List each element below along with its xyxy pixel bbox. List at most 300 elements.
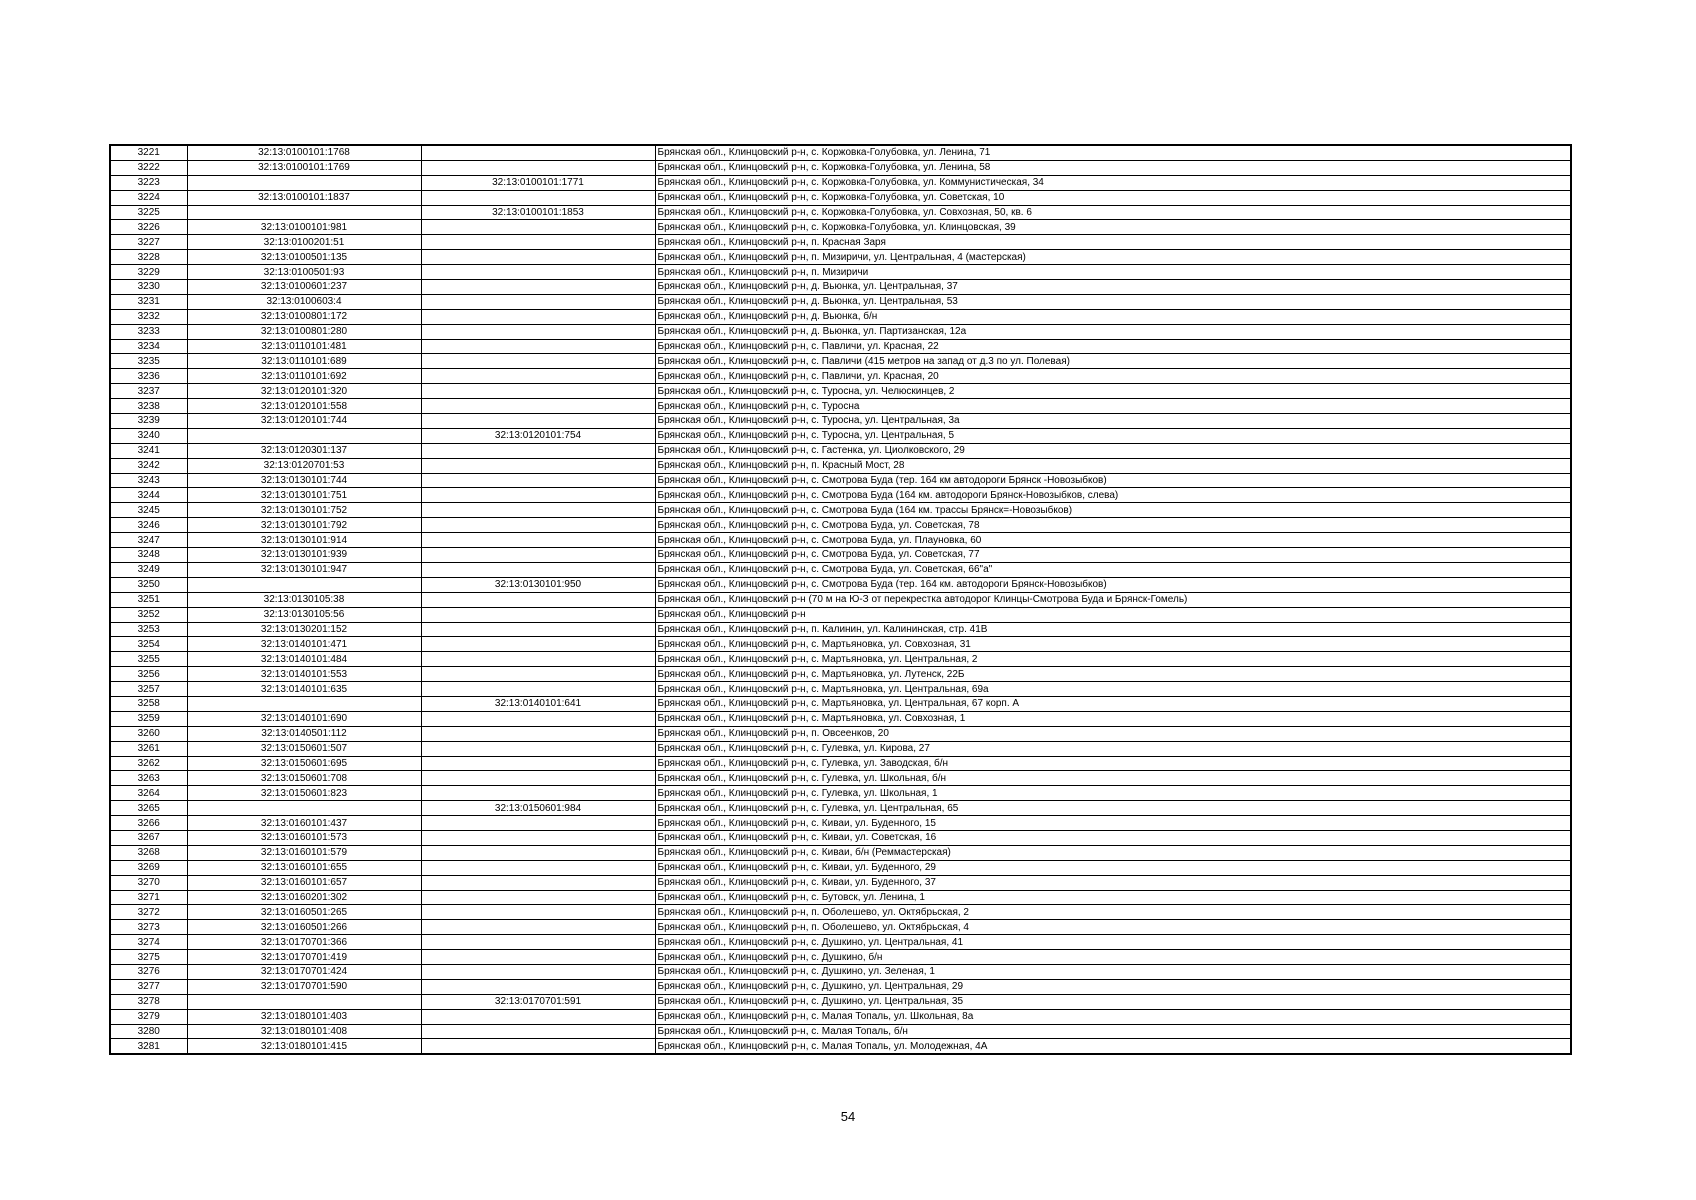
address-cell: Брянская обл., Клинцовский р-н, с. Мартьяновка, ул. Центральная, 67 корп. А bbox=[655, 696, 1571, 711]
row-number-cell: 3233 bbox=[110, 324, 187, 339]
cadastral-number-cell: 32:13:0150601:708 bbox=[187, 771, 421, 786]
address-cell: Брянская обл., Клинцовский р-н, д. Вьюнка, ул. Центральная, 37 bbox=[655, 280, 1571, 295]
address-cell: Брянская обл., Клинцовский р-н, п. Мизиричи, ул. Центральная, 4 (мастерская) bbox=[655, 250, 1571, 265]
address-cell: Брянская обл., Клинцовский р-н, с. Мартьяновка, ул. Лутенск, 22Б bbox=[655, 667, 1571, 682]
row-number-cell: 3228 bbox=[110, 250, 187, 265]
row-number-cell: 3231 bbox=[110, 294, 187, 309]
address-cell: Брянская обл., Клинцовский р-н, с. Киваи, ул. Буденного, 15 bbox=[655, 816, 1571, 831]
row-number-cell: 3253 bbox=[110, 622, 187, 637]
address-cell: Брянская обл., Клинцовский р-н, с. Павличи (415 метров на запад от д.3 по ул. Полевая) bbox=[655, 354, 1571, 369]
row-number-cell: 3222 bbox=[110, 160, 187, 175]
row-number-cell: 3245 bbox=[110, 503, 187, 518]
registry-table-container bbox=[109, 144, 1570, 1055]
row-number-cell: 3227 bbox=[110, 235, 187, 250]
cadastral-number-cell: 32:13:0160101:437 bbox=[187, 816, 421, 831]
cadastral-number-cell: 32:13:0100501:135 bbox=[187, 250, 421, 265]
table-row bbox=[110, 533, 1571, 548]
address-cell: Брянская обл., Клинцовский р-н, п. Красный Мост, 28 bbox=[655, 458, 1571, 473]
table-row bbox=[110, 637, 1571, 652]
cadastral-number-alt-cell bbox=[421, 979, 655, 994]
table-row bbox=[110, 652, 1571, 667]
cadastral-number-alt-cell bbox=[421, 890, 655, 905]
cadastral-number-alt-cell bbox=[421, 622, 655, 637]
table-row bbox=[110, 845, 1571, 860]
cadastral-number-alt-cell bbox=[421, 741, 655, 756]
table-row bbox=[110, 518, 1571, 533]
cadastral-number-alt-cell bbox=[421, 250, 655, 265]
cadastral-number-alt-cell bbox=[421, 548, 655, 563]
address-cell: Брянская обл., Клинцовский р-н, с. Мартьяновка, ул. Совхозная, 1 bbox=[655, 711, 1571, 726]
cadastral-number-cell: 32:13:0130101:914 bbox=[187, 533, 421, 548]
cadastral-number-alt-cell bbox=[421, 637, 655, 652]
cadastral-number-cell: 32:13:0160201:302 bbox=[187, 890, 421, 905]
cadastral-number-alt-cell bbox=[421, 562, 655, 577]
table-row bbox=[110, 384, 1571, 399]
cadastral-number-alt-cell bbox=[421, 235, 655, 250]
cadastral-number-alt-cell bbox=[421, 1039, 655, 1054]
cadastral-number-cell: 32:13:0150601:695 bbox=[187, 756, 421, 771]
row-number-cell: 3263 bbox=[110, 771, 187, 786]
cadastral-number-alt-cell: 32:13:0170701:591 bbox=[421, 994, 655, 1009]
address-cell: Брянская обл., Клинцовский р-н, п. Оболешево, ул. Октябрьская, 4 bbox=[655, 920, 1571, 935]
table-row bbox=[110, 1009, 1571, 1024]
table-row bbox=[110, 369, 1571, 384]
cadastral-number-alt-cell bbox=[421, 935, 655, 950]
address-cell: Брянская обл., Клинцовский р-н, с. Мартьяновка, ул. Центральная, 2 bbox=[655, 652, 1571, 667]
cadastral-number-cell: 32:13:0140101:553 bbox=[187, 667, 421, 682]
row-number-cell: 3221 bbox=[110, 145, 187, 160]
cadastral-number-cell: 32:13:0120101:744 bbox=[187, 414, 421, 429]
address-cell: Брянская обл., Клинцовский р-н, п. Мизиричи bbox=[655, 265, 1571, 280]
table-row bbox=[110, 860, 1571, 875]
row-number-cell: 3270 bbox=[110, 875, 187, 890]
table-row bbox=[110, 1039, 1571, 1054]
address-cell: Брянская обл., Клинцовский р-н, с. Коржовка-Голубовка, ул. Ленина, 58 bbox=[655, 160, 1571, 175]
row-number-cell: 3242 bbox=[110, 458, 187, 473]
cadastral-number-cell: 32:13:0140501:112 bbox=[187, 726, 421, 741]
row-number-cell: 3257 bbox=[110, 682, 187, 697]
row-number-cell: 3251 bbox=[110, 592, 187, 607]
row-number-cell: 3234 bbox=[110, 339, 187, 354]
cadastral-number-alt-cell bbox=[421, 414, 655, 429]
cadastral-number-alt-cell bbox=[421, 309, 655, 324]
address-cell: Брянская обл., Клинцовский р-н, с. Смотрова Буда, ул. Плауновка, 60 bbox=[655, 533, 1571, 548]
table-row bbox=[110, 458, 1571, 473]
cadastral-number-alt-cell bbox=[421, 518, 655, 533]
address-cell: Брянская обл., Клинцовский р-н, с. Смотрова Буда, ул. Советская, 66"а" bbox=[655, 562, 1571, 577]
address-cell: Брянская обл., Клинцовский р-н (70 м на Ю-З от перекрестка автодорог Клинцы-Смотрова Буда и Брянск-Гомель) bbox=[655, 592, 1571, 607]
address-cell: Брянская обл., Клинцовский р-н, с. Душкино, ул. Центральная, 29 bbox=[655, 979, 1571, 994]
cadastral-number-alt-cell bbox=[421, 964, 655, 979]
address-cell: Брянская обл., Клинцовский р-н, с. Смотрова Буда, ул. Советская, 77 bbox=[655, 548, 1571, 563]
cadastral-number-alt-cell bbox=[421, 592, 655, 607]
address-cell: Брянская обл., Клинцовский р-н, с. Туросна, ул. Центральная, 5 bbox=[655, 428, 1571, 443]
row-number-cell: 3271 bbox=[110, 890, 187, 905]
table-row bbox=[110, 503, 1571, 518]
address-cell: Брянская обл., Клинцовский р-н, с. Гулевка, ул. Заводская, б/н bbox=[655, 756, 1571, 771]
address-cell: Брянская обл., Клинцовский р-н, с. Душкино, б/н bbox=[655, 950, 1571, 965]
cadastral-number-cell: 32:13:0160101:655 bbox=[187, 860, 421, 875]
cadastral-number-cell: 32:13:0120301:137 bbox=[187, 443, 421, 458]
row-number-cell: 3278 bbox=[110, 994, 187, 1009]
cadastral-number-cell bbox=[187, 175, 421, 190]
row-number-cell: 3265 bbox=[110, 801, 187, 816]
row-number-cell: 3244 bbox=[110, 488, 187, 503]
cadastral-number-cell: 32:13:0170701:419 bbox=[187, 950, 421, 965]
table-row bbox=[110, 339, 1571, 354]
cadastral-number-cell: 32:13:0140101:484 bbox=[187, 652, 421, 667]
table-row bbox=[110, 190, 1571, 205]
cadastral-number-cell: 32:13:0170701:366 bbox=[187, 935, 421, 950]
table-row bbox=[110, 354, 1571, 369]
row-number-cell: 3259 bbox=[110, 711, 187, 726]
address-cell: Брянская обл., Клинцовский р-н, с. Бутовск, ул. Ленина, 1 bbox=[655, 890, 1571, 905]
row-number-cell: 3238 bbox=[110, 399, 187, 414]
table-row bbox=[110, 890, 1571, 905]
address-cell: Брянская обл., Клинцовский р-н, с. Коржовка-Голубовка, ул. Коммунистическая, 34 bbox=[655, 175, 1571, 190]
table-row bbox=[110, 160, 1571, 175]
table-row bbox=[110, 667, 1571, 682]
cadastral-number-cell: 32:13:0160101:573 bbox=[187, 830, 421, 845]
table-row bbox=[110, 801, 1571, 816]
cadastral-number-cell bbox=[187, 801, 421, 816]
table-row bbox=[110, 726, 1571, 741]
cadastral-number-cell: 32:13:0100101:1769 bbox=[187, 160, 421, 175]
table-row bbox=[110, 696, 1571, 711]
cadastral-number-alt-cell bbox=[421, 294, 655, 309]
row-number-cell: 3280 bbox=[110, 1024, 187, 1039]
table-row bbox=[110, 399, 1571, 414]
row-number-cell: 3236 bbox=[110, 369, 187, 384]
cadastral-number-cell: 32:13:0120101:558 bbox=[187, 399, 421, 414]
table-row bbox=[110, 250, 1571, 265]
table-row bbox=[110, 473, 1571, 488]
address-cell: Брянская обл., Клинцовский р-н, с. Смотрова Буда (164 км. автодороги Брянск-Новозыбков, слева) bbox=[655, 488, 1571, 503]
cadastral-number-cell: 32:13:0100603:4 bbox=[187, 294, 421, 309]
address-cell: Брянская обл., Клинцовский р-н bbox=[655, 607, 1571, 622]
cadastral-number-alt-cell bbox=[421, 682, 655, 697]
table-row bbox=[110, 905, 1571, 920]
cadastral-number-cell: 32:13:0170701:590 bbox=[187, 979, 421, 994]
cadastral-number-cell: 32:13:0170701:424 bbox=[187, 964, 421, 979]
cadastral-number-cell: 32:13:0140101:635 bbox=[187, 682, 421, 697]
cadastral-number-alt-cell bbox=[421, 354, 655, 369]
cadastral-number-cell bbox=[187, 696, 421, 711]
address-cell: Брянская обл., Клинцовский р-н, с. Коржовка-Голубовка, ул. Клинцовская, 39 bbox=[655, 220, 1571, 235]
address-cell: Брянская обл., Клинцовский р-н, с. Туросна bbox=[655, 399, 1571, 414]
cadastral-number-cell: 32:13:0130101:752 bbox=[187, 503, 421, 518]
address-cell: Брянская обл., Клинцовский р-н, с. Гулевка, ул. Школьная, 1 bbox=[655, 786, 1571, 801]
cadastral-number-cell: 32:13:0130101:751 bbox=[187, 488, 421, 503]
cadastral-number-cell: 32:13:0100201:51 bbox=[187, 235, 421, 250]
row-number-cell: 3235 bbox=[110, 354, 187, 369]
table-row bbox=[110, 175, 1571, 190]
table-row bbox=[110, 280, 1571, 295]
table-row bbox=[110, 220, 1571, 235]
table-row bbox=[110, 979, 1571, 994]
address-cell: Брянская обл., Клинцовский р-н, с. Душкино, ул. Зеленая, 1 bbox=[655, 964, 1571, 979]
cadastral-number-alt-cell bbox=[421, 324, 655, 339]
row-number-cell: 3225 bbox=[110, 205, 187, 220]
address-cell: Брянская обл., Клинцовский р-н, с. Туросна, ул. Челюскинцев, 2 bbox=[655, 384, 1571, 399]
registry-table-body bbox=[110, 145, 1571, 1054]
cadastral-number-alt-cell: 32:13:0140101:641 bbox=[421, 696, 655, 711]
table-row bbox=[110, 443, 1571, 458]
cadastral-number-cell: 32:13:0150601:823 bbox=[187, 786, 421, 801]
row-number-cell: 3240 bbox=[110, 428, 187, 443]
cadastral-number-cell: 32:13:0100601:237 bbox=[187, 280, 421, 295]
row-number-cell: 3232 bbox=[110, 309, 187, 324]
row-number-cell: 3223 bbox=[110, 175, 187, 190]
cadastral-number-alt-cell bbox=[421, 369, 655, 384]
row-number-cell: 3268 bbox=[110, 845, 187, 860]
table-row bbox=[110, 428, 1571, 443]
row-number-cell: 3252 bbox=[110, 607, 187, 622]
address-cell: Брянская обл., Клинцовский р-н, с. Мартьяновка, ул. Совхозная, 31 bbox=[655, 637, 1571, 652]
address-cell: Брянская обл., Клинцовский р-н, п. Оболешево, ул. Октябрьская, 2 bbox=[655, 905, 1571, 920]
cadastral-number-cell: 32:13:0120701:53 bbox=[187, 458, 421, 473]
table-row bbox=[110, 741, 1571, 756]
table-row bbox=[110, 309, 1571, 324]
cadastral-number-alt-cell bbox=[421, 399, 655, 414]
cadastral-number-alt-cell bbox=[421, 503, 655, 518]
cadastral-number-alt-cell bbox=[421, 711, 655, 726]
cadastral-number-cell: 32:13:0180101:403 bbox=[187, 1009, 421, 1024]
row-number-cell: 3273 bbox=[110, 920, 187, 935]
cadastral-number-cell bbox=[187, 994, 421, 1009]
cadastral-number-alt-cell bbox=[421, 384, 655, 399]
address-cell: Брянская обл., Клинцовский р-н, с. Смотрова Буда (тер. 164 км. автодороги Брянск-Новозыбков) bbox=[655, 577, 1571, 592]
address-cell: Брянская обл., Клинцовский р-н, п. Красная Заря bbox=[655, 235, 1571, 250]
cadastral-number-alt-cell: 32:13:0100101:1771 bbox=[421, 175, 655, 190]
cadastral-number-cell: 32:13:0160101:579 bbox=[187, 845, 421, 860]
address-cell: Брянская обл., Клинцовский р-н, с. Душкино, ул. Центральная, 35 bbox=[655, 994, 1571, 1009]
row-number-cell: 3239 bbox=[110, 414, 187, 429]
cadastral-number-alt-cell bbox=[421, 1024, 655, 1039]
row-number-cell: 3277 bbox=[110, 979, 187, 994]
cadastral-number-cell: 32:13:0130101:939 bbox=[187, 548, 421, 563]
cadastral-number-cell: 32:13:0130105:56 bbox=[187, 607, 421, 622]
cadastral-number-cell: 32:13:0100801:280 bbox=[187, 324, 421, 339]
cadastral-number-alt-cell bbox=[421, 280, 655, 295]
table-row bbox=[110, 414, 1571, 429]
row-number-cell: 3229 bbox=[110, 265, 187, 280]
cadastral-number-cell: 32:13:0130101:947 bbox=[187, 562, 421, 577]
address-cell: Брянская обл., Клинцовский р-н, с. Киваи, б/н (Реммастерская) bbox=[655, 845, 1571, 860]
cadastral-number-cell: 32:13:0110101:689 bbox=[187, 354, 421, 369]
row-number-cell: 3249 bbox=[110, 562, 187, 577]
address-cell: Брянская обл., Клинцовский р-н, с. Малая Топаль, ул. Школьная, 8а bbox=[655, 1009, 1571, 1024]
cadastral-number-alt-cell bbox=[421, 667, 655, 682]
table-row bbox=[110, 562, 1571, 577]
table-row bbox=[110, 324, 1571, 339]
cadastral-number-cell: 32:13:0180101:415 bbox=[187, 1039, 421, 1054]
cadastral-number-cell: 32:13:0130101:792 bbox=[187, 518, 421, 533]
table-row bbox=[110, 786, 1571, 801]
row-number-cell: 3261 bbox=[110, 741, 187, 756]
cadastral-number-alt-cell bbox=[421, 920, 655, 935]
address-cell: Брянская обл., Клинцовский р-н, с. Смотрова Буда, ул. Советская, 78 bbox=[655, 518, 1571, 533]
row-number-cell: 3224 bbox=[110, 190, 187, 205]
cadastral-number-cell: 32:13:0100101:981 bbox=[187, 220, 421, 235]
address-cell: Брянская обл., Клинцовский р-н, с. Малая Топаль, ул. Молодежная, 4А bbox=[655, 1039, 1571, 1054]
cadastral-number-alt-cell bbox=[421, 220, 655, 235]
cadastral-number-alt-cell bbox=[421, 473, 655, 488]
address-cell: Брянская обл., Клинцовский р-н, п. Калинин, ул. Калининская, стр. 41В bbox=[655, 622, 1571, 637]
cadastral-number-alt-cell: 32:13:0150601:984 bbox=[421, 801, 655, 816]
cadastral-number-alt-cell bbox=[421, 607, 655, 622]
cadastral-number-alt-cell: 32:13:0130101:950 bbox=[421, 577, 655, 592]
address-cell: Брянская обл., Клинцовский р-н, д. Вьюнка, ул. Партизанская, 12а bbox=[655, 324, 1571, 339]
row-number-cell: 3248 bbox=[110, 548, 187, 563]
table-row bbox=[110, 756, 1571, 771]
cadastral-number-cell: 32:13:0140101:690 bbox=[187, 711, 421, 726]
address-cell: Брянская обл., Клинцовский р-н, с. Киваи, ул. Буденного, 29 bbox=[655, 860, 1571, 875]
row-number-cell: 3226 bbox=[110, 220, 187, 235]
cadastral-number-alt-cell bbox=[421, 190, 655, 205]
cadastral-number-cell: 32:13:0160101:657 bbox=[187, 875, 421, 890]
cadastral-number-cell bbox=[187, 205, 421, 220]
cadastral-number-alt-cell bbox=[421, 160, 655, 175]
table-row bbox=[110, 488, 1571, 503]
row-number-cell: 3275 bbox=[110, 950, 187, 965]
cadastral-number-alt-cell: 32:13:0100101:1853 bbox=[421, 205, 655, 220]
address-cell: Брянская обл., Клинцовский р-н, д. Вьюнка, ул. Центральная, 53 bbox=[655, 294, 1571, 309]
address-cell: Брянская обл., Клинцовский р-н, с. Коржовка-Голубовка, ул. Совхозная, 50, кв. 6 bbox=[655, 205, 1571, 220]
row-number-cell: 3266 bbox=[110, 816, 187, 831]
cadastral-number-alt-cell bbox=[421, 726, 655, 741]
cadastral-number-alt-cell bbox=[421, 533, 655, 548]
table-row bbox=[110, 1024, 1571, 1039]
table-row bbox=[110, 771, 1571, 786]
cadastral-number-alt-cell bbox=[421, 458, 655, 473]
row-number-cell: 3267 bbox=[110, 830, 187, 845]
cadastral-number-alt-cell bbox=[421, 875, 655, 890]
cadastral-number-alt-cell bbox=[421, 816, 655, 831]
address-cell: Брянская обл., Клинцовский р-н, д. Вьюнка, б/н bbox=[655, 309, 1571, 324]
address-cell: Брянская обл., Клинцовский р-н, с. Смотрова Буда (тер. 164 км автодороги Брянск -Новозыбков) bbox=[655, 473, 1571, 488]
cadastral-number-cell: 32:13:0130105:38 bbox=[187, 592, 421, 607]
address-cell: Брянская обл., Клинцовский р-н, с. Гулевка, ул. Кирова, 27 bbox=[655, 741, 1571, 756]
table-row bbox=[110, 145, 1571, 160]
row-number-cell: 3247 bbox=[110, 533, 187, 548]
row-number-cell: 3230 bbox=[110, 280, 187, 295]
row-number-cell: 3279 bbox=[110, 1009, 187, 1024]
cadastral-number-alt-cell bbox=[421, 830, 655, 845]
address-cell: Брянская обл., Клинцовский р-н, п. Овсеенков, 20 bbox=[655, 726, 1571, 741]
row-number-cell: 3255 bbox=[110, 652, 187, 667]
row-number-cell: 3262 bbox=[110, 756, 187, 771]
row-number-cell: 3254 bbox=[110, 637, 187, 652]
cadastral-number-cell bbox=[187, 577, 421, 592]
address-cell: Брянская обл., Клинцовский р-н, с. Душкино, ул. Центральная, 41 bbox=[655, 935, 1571, 950]
address-cell: Брянская обл., Клинцовский р-н, с. Киваи, ул. Советская, 16 bbox=[655, 830, 1571, 845]
address-cell: Брянская обл., Клинцовский р-н, с. Гулевка, ул. Центральная, 65 bbox=[655, 801, 1571, 816]
table-row bbox=[110, 682, 1571, 697]
cadastral-number-cell: 32:13:0100501:93 bbox=[187, 265, 421, 280]
cadastral-number-alt-cell bbox=[421, 950, 655, 965]
table-row bbox=[110, 950, 1571, 965]
cadastral-number-cell: 32:13:0160501:266 bbox=[187, 920, 421, 935]
cadastral-number-alt-cell bbox=[421, 1009, 655, 1024]
row-number-cell: 3269 bbox=[110, 860, 187, 875]
cadastral-number-cell: 32:13:0140101:471 bbox=[187, 637, 421, 652]
table-row bbox=[110, 577, 1571, 592]
row-number-cell: 3276 bbox=[110, 964, 187, 979]
table-row bbox=[110, 816, 1571, 831]
cadastral-number-alt-cell: 32:13:0120101:754 bbox=[421, 428, 655, 443]
row-number-cell: 3243 bbox=[110, 473, 187, 488]
cadastral-number-alt-cell bbox=[421, 265, 655, 280]
table-row bbox=[110, 830, 1571, 845]
address-cell: Брянская обл., Клинцовский р-н, с. Киваи, ул. Буденного, 37 bbox=[655, 875, 1571, 890]
table-row bbox=[110, 265, 1571, 280]
table-row bbox=[110, 548, 1571, 563]
cadastral-number-alt-cell bbox=[421, 845, 655, 860]
row-number-cell: 3258 bbox=[110, 696, 187, 711]
table-row bbox=[110, 875, 1571, 890]
row-number-cell: 3272 bbox=[110, 905, 187, 920]
table-row bbox=[110, 205, 1571, 220]
table-row bbox=[110, 607, 1571, 622]
table-row bbox=[110, 622, 1571, 637]
row-number-cell: 3241 bbox=[110, 443, 187, 458]
cadastral-number-alt-cell bbox=[421, 905, 655, 920]
cadastral-number-alt-cell bbox=[421, 488, 655, 503]
registry-table bbox=[109, 144, 1572, 1055]
row-number-cell: 3237 bbox=[110, 384, 187, 399]
cadastral-number-alt-cell bbox=[421, 652, 655, 667]
cadastral-number-cell: 32:13:0100101:1837 bbox=[187, 190, 421, 205]
row-number-cell: 3246 bbox=[110, 518, 187, 533]
address-cell: Брянская обл., Клинцовский р-н, с. Гастенка, ул. Циолковского, 29 bbox=[655, 443, 1571, 458]
cadastral-number-alt-cell bbox=[421, 771, 655, 786]
cadastral-number-alt-cell bbox=[421, 756, 655, 771]
table-row bbox=[110, 920, 1571, 935]
cadastral-number-cell: 32:13:0110101:692 bbox=[187, 369, 421, 384]
cadastral-number-alt-cell bbox=[421, 860, 655, 875]
address-cell: Брянская обл., Клинцовский р-н, с. Павличи, ул. Красная, 22 bbox=[655, 339, 1571, 354]
cadastral-number-alt-cell bbox=[421, 786, 655, 801]
row-number-cell: 3256 bbox=[110, 667, 187, 682]
table-row bbox=[110, 592, 1571, 607]
table-row bbox=[110, 294, 1571, 309]
row-number-cell: 3281 bbox=[110, 1039, 187, 1054]
cadastral-number-cell: 32:13:0180101:408 bbox=[187, 1024, 421, 1039]
table-row bbox=[110, 235, 1571, 250]
cadastral-number-cell: 32:13:0130101:744 bbox=[187, 473, 421, 488]
address-cell: Брянская обл., Клинцовский р-н, с. Гулевка, ул. Школьная, б/н bbox=[655, 771, 1571, 786]
cadastral-number-cell: 32:13:0160501:265 bbox=[187, 905, 421, 920]
cadastral-number-alt-cell bbox=[421, 339, 655, 354]
cadastral-number-alt-cell bbox=[421, 443, 655, 458]
table-row bbox=[110, 964, 1571, 979]
address-cell: Брянская обл., Клинцовский р-н, с. Коржовка-Голубовка, ул. Советская, 10 bbox=[655, 190, 1571, 205]
row-number-cell: 3274 bbox=[110, 935, 187, 950]
address-cell: Брянская обл., Клинцовский р-н, с. Туросна, ул. Центральная, 3а bbox=[655, 414, 1571, 429]
table-row bbox=[110, 994, 1571, 1009]
cadastral-number-cell: 32:13:0100801:172 bbox=[187, 309, 421, 324]
address-cell: Брянская обл., Клинцовский р-н, с. Павличи, ул. Красная, 20 bbox=[655, 369, 1571, 384]
row-number-cell: 3250 bbox=[110, 577, 187, 592]
row-number-cell: 3260 bbox=[110, 726, 187, 741]
row-number-cell: 3264 bbox=[110, 786, 187, 801]
address-cell: Брянская обл., Клинцовский р-н, с. Малая Топаль, б/н bbox=[655, 1024, 1571, 1039]
cadastral-number-cell: 32:13:0150601:507 bbox=[187, 741, 421, 756]
address-cell: Брянская обл., Клинцовский р-н, с. Коржовка-Голубовка, ул. Ленина, 71 bbox=[655, 145, 1571, 160]
cadastral-number-alt-cell bbox=[421, 145, 655, 160]
table-row bbox=[110, 711, 1571, 726]
